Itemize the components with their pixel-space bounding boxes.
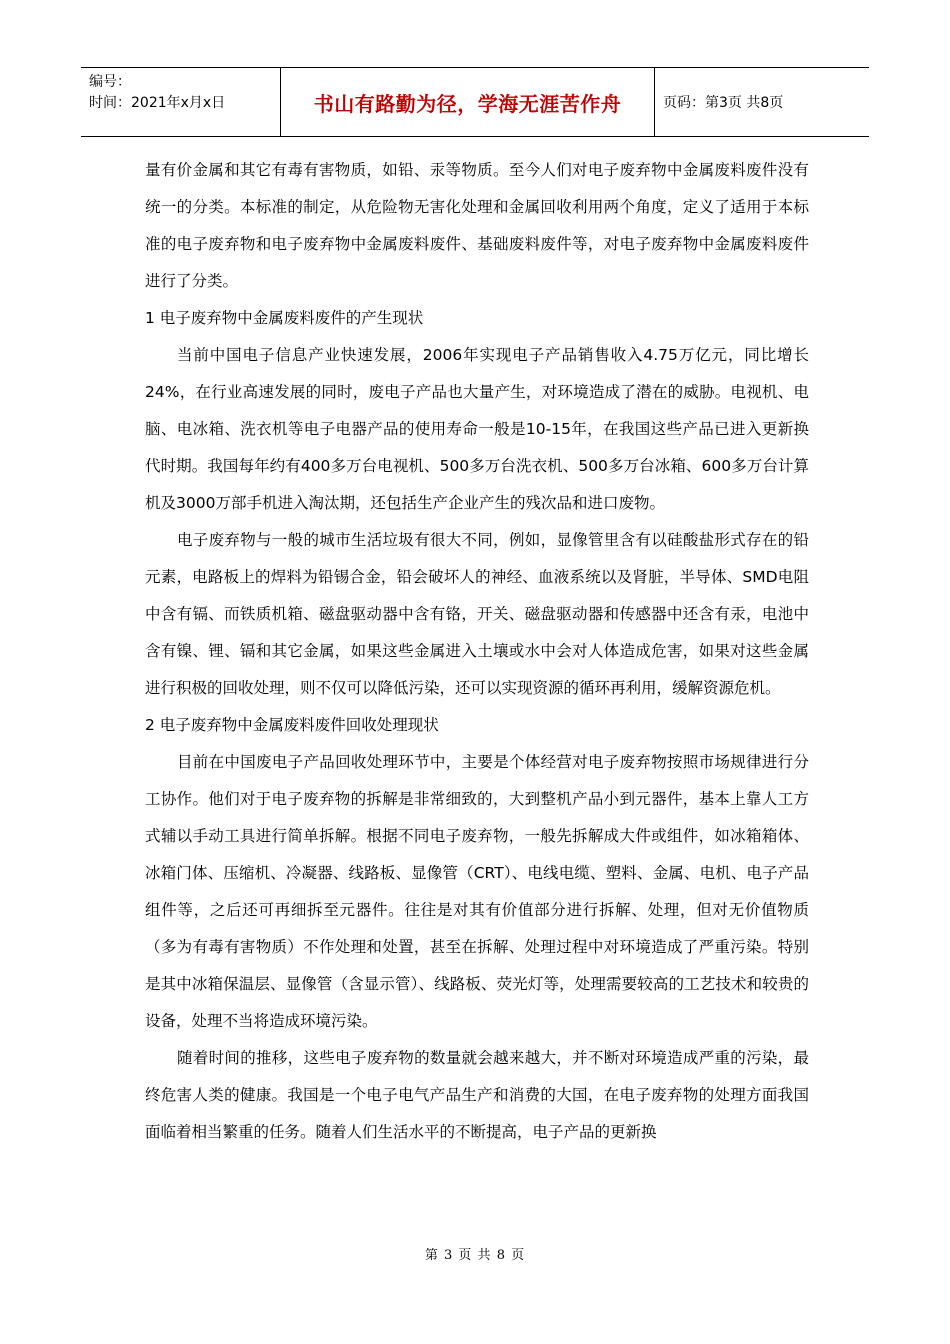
page-footer: 第 3 页 共 8 页	[424, 1248, 526, 1263]
paragraph: 随着时间的推移，这些电子废弃物的数量就会越来越大，并不断对环境造成严重的污染，最终危害人类的健康。我国是一个电子电气产品生产和消费的大国，在电子废弃物的处理方面我国面临着相当繁重的任务。随着人们生活水平的不断提高，电子产品的更新换	[145, 1049, 809, 1141]
document-body	[145, 152, 809, 1151]
paragraph: 电子废弃物与一般的城市生活垃圾有很大不同，例如，显像管里含有以硅酸盐形式存在的铅元素，电路板上的焊料为铅锡合金，铅会破坏人的神经、血液系统以及肾脏，半导体、SMD电阻中含有镉、而铁质机箱、磁盘驱动器中含有铬，开关、磁盘驱动器和传感器中还含有汞，电池中含有镍、锂、镉和其它金属，如果这些金属进入土壤或水中会对人体造成危害，如果对这些金属进行积极的回收处理，则不仅可以降低污染，还可以实现资源的循环再利用，缓解资源危机。	[145, 531, 809, 697]
paragraph-continuation: 量有价金属和其它有毒有害物质，如铅、汞等物质。至今人们对电子废弃物中金属废料废件没有统一的分类。本标准的制定，从危险物无害化处理和金属回收利用两个角度，定义了适用于本标准的电子废弃物和电子废弃物中金属废料废件、基础废料废件等，对电子废弃物中金属废料废件进行了分类。	[145, 161, 809, 290]
paragraph: 目前在中国废电子产品回收处理环节中，主要是个体经营对电子废弃物按照市场规律进行分工协作。他们对于电子废弃物的拆解是非常细致的，大到整机产品小到元器件，基本上靠人工方式辅以手动工具进行简单拆解。根据不同电子废弃物，一般先拆解成大件或组件，如冰箱箱体、冰箱门体、压缩机、冷凝器、线路板、显像管（CRT）、电线电缆、塑料、金属、电机、电子产品组件等，之后还可再细拆至元器件。往往是对其有价值部分进行拆解、处理，但对无价值物质（多为有毒有害物质）不作处理和处置，甚至在拆解、处理过程中对环境造成了严重污染。特别是其中冰箱保温层、显像管（含显示管）、线路板、荧光灯等，处理需要较高的工艺技术和较贵的设备，处理不当将造成环境污染。	[145, 753, 809, 1030]
document-header	[81, 67, 869, 137]
serial-label: 编号：	[89, 74, 131, 90]
header-meta	[81, 68, 281, 136]
section-heading-1: 1 电子废弃物中金属废料废件的产生现状	[145, 309, 424, 327]
time-label: 时间：2021年x月x日	[89, 95, 226, 111]
header-page-code: 页码：第3页 共8页	[663, 95, 784, 111]
paragraph: 当前中国电子信息产业快速发展，2006年实现电子产品销售收入4.75万亿元，同比增长24%，在行业高速发展的同时，废电子产品也大量产生，对环境造成了潜在的威胁。电视机、电脑、电冰箱、洗衣机等电子电器产品的使用寿命一般是10-15年，在我国这些产品已进入更新换代时期。我国每年约有400多万台电视机、500多万台洗衣机、500多万台冰箱、600多万台计算机及3000万部手机进入淘汰期，还包括生产企业产生的残次品和进口废物。	[145, 346, 809, 512]
section-heading-2: 2 电子废弃物中金属废料废件回收处理现状	[145, 716, 439, 734]
header-motto: 书山有路勤为径，学海无涯苦作舟	[281, 68, 655, 136]
